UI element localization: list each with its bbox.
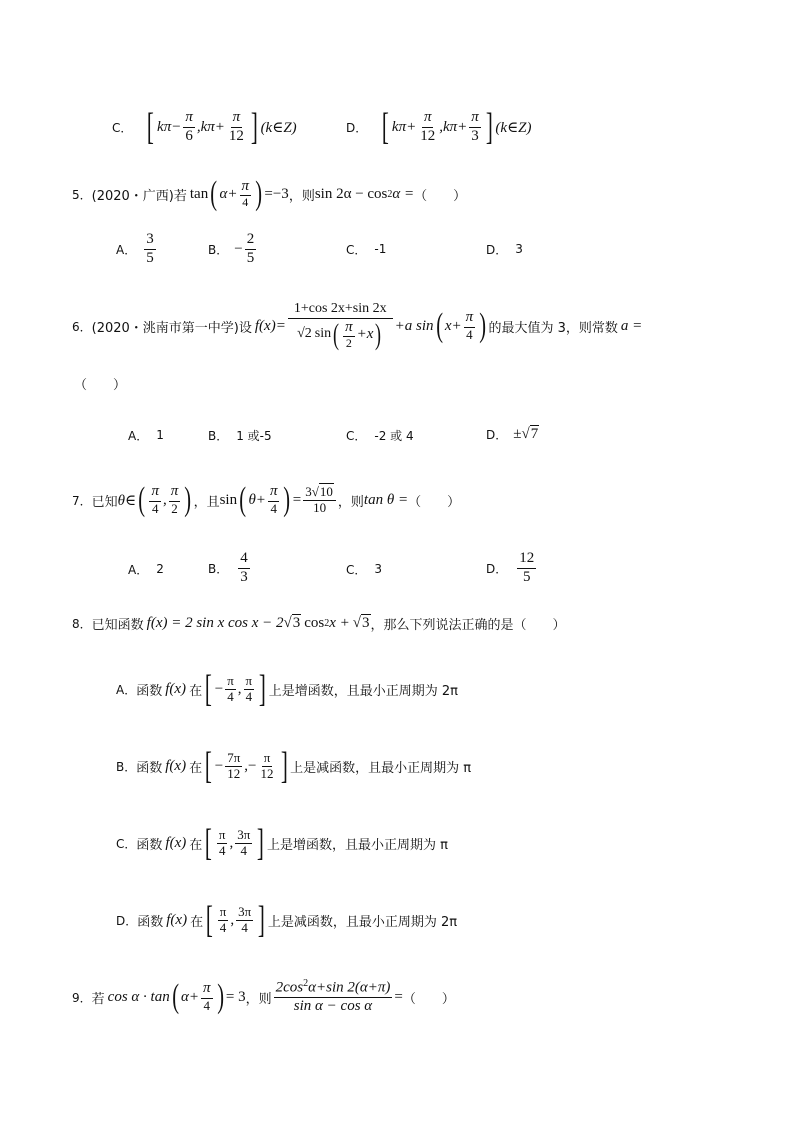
q6-option-b	[208, 426, 272, 444]
math-text: =	[292, 491, 302, 508]
option-label: A．	[116, 242, 137, 257]
q8-option-a: A． 函数 f(x) 在 [ − $\frac{\pi}{4}$ , $\frac{\pi}{4}$ ] 上是增函数，且最小正周期为 2π	[116, 668, 458, 710]
math-text: α =	[392, 185, 415, 202]
q5-option-a	[116, 228, 158, 270]
question-number: 7．	[72, 493, 92, 508]
fraction: $\frac{4}{3}$	[240, 550, 248, 585]
bracket-left: [	[204, 745, 212, 787]
fraction: $\frac{\pi}{4}$	[241, 177, 250, 210]
fraction: $\frac{\pi}{4}$	[269, 483, 278, 516]
option-text: 上是增函数，且最小正周期为 π	[266, 837, 448, 853]
option-text: 1	[156, 428, 164, 442]
question-7: 7． 已知 θ∈ ( $\frac{\pi}{4}$ , $\frac{\pi}{2}$ ) ，且 sin ( θ+ $\frac{\pi}{4}$ ) = $\frac{3√10}{10}$ ，则 tan θ = （ ）	[72, 481, 461, 518]
bracket-right: ]	[250, 106, 258, 148]
option-label: D．	[486, 242, 508, 257]
bracket-left: [	[147, 106, 155, 148]
fraction: $\frac{\pi}{4}$	[218, 826, 226, 858]
bracket-right: ]	[258, 899, 265, 941]
option-label: D．	[486, 561, 508, 576]
fraction: $\frac{\pi}{6}$	[185, 109, 193, 144]
text: 若	[91, 991, 105, 1007]
paren-left: (	[239, 481, 247, 518]
q4-option-d	[346, 103, 532, 151]
text: 在	[189, 760, 203, 776]
math-text: cos α · tan	[107, 988, 170, 1005]
paren-right: )	[184, 481, 192, 518]
text: ，且	[193, 494, 220, 510]
fraction: $\frac{3}{5}$	[146, 231, 154, 266]
q8-option-d: D． 函数 f(x) 在 [ $\frac{\pi}{4}$ , $\frac{3\pi}{4}$ ] 上是减函数，且最小正周期为 2π	[116, 899, 458, 941]
superscript: 2	[387, 188, 393, 200]
q5-option-b	[208, 228, 258, 270]
math-text: f(x)=	[254, 317, 286, 334]
q7-option-b	[208, 547, 252, 589]
text: 设	[238, 320, 252, 336]
math-text: +a sin	[394, 317, 434, 334]
math-text: ,kπ+	[196, 118, 225, 135]
text: 在	[190, 914, 204, 930]
question-8: 8． 已知函数 f(x) = 2 sin x cos x − 2 √ 3 cos 2 x + √ 3 ，那么下列说法正确的是（ ）	[72, 614, 566, 633]
text: 函数	[136, 683, 163, 699]
q7-option-a	[128, 560, 164, 578]
answer-blank: （ ）	[74, 377, 127, 393]
question-number: 5．	[72, 187, 92, 202]
k-set: (k∈Z)	[495, 119, 532, 136]
fraction: $\frac{\pi}{4}$	[465, 309, 474, 342]
answer-blank: （ ）	[408, 494, 461, 510]
paren-left: (	[171, 978, 179, 1015]
option-label: A．	[128, 428, 149, 443]
paren-left: (	[435, 307, 443, 344]
math-text: a =	[620, 317, 643, 334]
q8-option-c: C． 函数 f(x) 在 [ $\frac{\pi}{4}$ , $\frac{3\pi}{4}$ ] 上是增函数，且最小正周期为 π	[116, 822, 448, 864]
answer-blank: （ ）	[414, 188, 467, 204]
option-text: -1	[374, 242, 387, 256]
fraction: $\frac{\pi}{2}$	[170, 483, 179, 516]
text: 函数	[136, 837, 163, 853]
q6-answer-blank	[74, 374, 126, 392]
math-text: sin 2α − cos	[314, 185, 388, 202]
option-text: -2 或 4	[374, 428, 414, 443]
text: 在	[189, 683, 203, 699]
sqrt-content: 3	[362, 615, 370, 631]
text: 在	[189, 837, 203, 853]
q5-option-c	[346, 240, 386, 258]
fraction: 1+cos 2x+sin 2x √2 sin ( $\frac{\pi}{2}$ +x )	[288, 301, 393, 350]
text: ，则	[288, 188, 315, 204]
answer-blank: （ ）	[402, 991, 455, 1007]
option-label: C．	[112, 120, 133, 135]
fraction: $\frac{7\pi}{12}$	[227, 749, 241, 781]
sqrt-content: 3	[292, 615, 301, 631]
bracket-left: [	[205, 899, 213, 941]
paren-right: )	[479, 307, 487, 344]
question-number: 9．	[72, 990, 92, 1005]
question-number: 8．	[72, 616, 92, 631]
math-text: = 3	[225, 988, 246, 1005]
paren-left: (	[138, 481, 146, 518]
fraction: $\frac{12}{5}$	[519, 550, 535, 585]
math-text: f(x)	[165, 680, 187, 697]
fraction: $\frac{\pi}{4}$	[219, 903, 227, 935]
math-text: =	[394, 988, 403, 1005]
option-text: 上是减函数，且最小正周期为 π	[290, 760, 472, 776]
q6-option-a	[128, 426, 164, 444]
text: ，那么下列说法正确的是（ ）	[370, 617, 566, 633]
text: 的最大值为 3，则常数	[488, 320, 618, 336]
option-label: C．	[346, 428, 367, 443]
fraction: $\frac{\pi}{12}$	[420, 109, 436, 144]
q7-option-d	[486, 547, 538, 589]
math-text: tan θ =	[363, 491, 409, 508]
option-label: B．	[208, 428, 229, 443]
option-label: C．	[346, 562, 367, 577]
text: ，则	[337, 494, 364, 510]
option-label: D．	[346, 120, 368, 135]
question-9	[72, 974, 455, 1020]
option-text: 上是增函数，且最小正周期为 2π	[268, 683, 458, 699]
option-label: C．	[116, 836, 137, 851]
paren-right: )	[283, 481, 291, 518]
option-label: A．	[116, 682, 137, 697]
fraction: $\frac{\pi}{12}$	[260, 749, 274, 781]
fraction: $\frac{\pi}{3}$	[471, 109, 479, 144]
math-text: α+	[219, 185, 238, 202]
bracket-right: ]	[485, 106, 493, 148]
option-label: D．	[116, 913, 138, 928]
bracket-left: [	[205, 822, 213, 864]
option-label: B．	[116, 759, 137, 774]
q6-option-d	[486, 423, 539, 445]
fraction: $\frac{2\cos^2\alpha+\sin 2(\alpha+\pi)}{\text{sin α − cos α}}$	[275, 978, 391, 1015]
question-source: (2020・广西)	[91, 188, 174, 204]
math-text: θ∈	[117, 492, 137, 509]
option-text: 1 或-5	[236, 428, 272, 443]
bracket-left: [	[382, 106, 390, 148]
q6-option-c	[346, 426, 414, 444]
fraction: $\frac{\pi}{4}$	[151, 483, 159, 516]
option-text: 2	[156, 562, 164, 576]
q4-option-c	[112, 103, 297, 151]
fraction: $\frac{2}{5}$	[246, 231, 255, 266]
math-text: cos	[304, 614, 325, 631]
q8-option-b: B． 函数 f(x) 在 [ − $\frac{7\pi}{12}$ , − $\frac{\pi}{12}$ ] 上是减函数，且最小正周期为 π	[116, 745, 472, 787]
fraction: $\frac{3\pi}{4}$	[237, 826, 251, 858]
question-6	[72, 296, 642, 356]
math-text: f(x)	[165, 757, 187, 774]
text: ，则	[245, 991, 272, 1007]
fraction: $\frac{\pi}{4}$	[203, 980, 211, 1013]
math-text: x+	[444, 317, 462, 334]
math-text: x +	[329, 614, 350, 631]
question-number: 6．	[72, 319, 92, 334]
option-label: B．	[208, 561, 229, 576]
q7-option-c	[346, 560, 382, 578]
text: 已知函数	[91, 617, 144, 633]
math-text: f(x) = 2 sin x cos x − 2	[146, 614, 284, 631]
bracket-right: ]	[257, 822, 265, 864]
math-text: α+	[181, 988, 200, 1005]
fraction: $\frac{3\pi}{4}$	[238, 903, 252, 935]
superscript: 2	[324, 617, 330, 629]
math-text: ,kπ+	[439, 118, 468, 135]
text: 已知	[91, 494, 118, 510]
sqrt-sign: √	[521, 425, 530, 442]
fraction: $\frac{\pi}{12}$	[228, 109, 244, 144]
math-text: =−3	[264, 185, 289, 202]
bracket-right: ]	[280, 745, 288, 787]
question-5	[72, 173, 466, 215]
q5-option-d	[486, 240, 523, 258]
option-text: 3	[515, 242, 523, 256]
math-text: sin	[219, 491, 238, 508]
text: 函数	[137, 914, 164, 930]
text: 若	[173, 188, 187, 204]
option-text: 上是减函数，且最小正周期为 2π	[267, 914, 458, 930]
option-label: D．	[486, 427, 508, 442]
fraction: $\frac{3√10}{10}$	[303, 485, 336, 516]
option-label: A．	[128, 562, 149, 577]
option-text: 3	[374, 562, 383, 576]
paren-left: (	[210, 175, 218, 212]
math-text: kπ+	[391, 118, 417, 135]
fraction: $\frac{\pi}{4}$	[227, 672, 234, 704]
bracket-left: [	[204, 668, 212, 710]
option-label: B．	[208, 242, 229, 257]
math-text: f(x)	[166, 911, 188, 928]
paren-right: )	[216, 978, 224, 1015]
math-text: tan	[189, 185, 209, 202]
text: 函数	[136, 760, 163, 776]
sign: ±	[513, 425, 522, 442]
paren-right: )	[255, 175, 263, 212]
bracket-right: ]	[258, 668, 266, 710]
k-set: (k∈Z)	[260, 119, 297, 136]
math-text: θ+	[248, 491, 266, 508]
math-text: kπ−	[157, 118, 182, 135]
sqrt-content: 7	[530, 426, 539, 442]
math-text: f(x)	[165, 834, 187, 851]
sign: −	[234, 240, 243, 257]
fraction: $\frac{\pi}{4}$	[245, 672, 253, 704]
option-label: C．	[346, 242, 367, 257]
question-source: (2020・洮南市第一中学)	[91, 320, 239, 336]
